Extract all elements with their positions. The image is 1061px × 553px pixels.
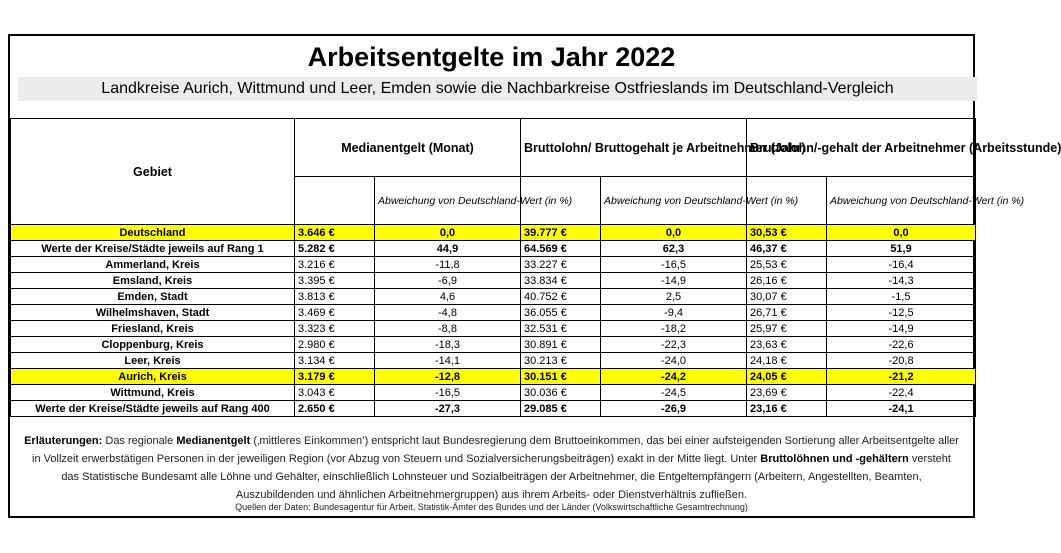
cell-gross-hour: 24,05 € bbox=[747, 369, 827, 385]
row-name: Friesland, Kreis bbox=[11, 321, 295, 337]
cell-gross-hour-deviation: -22,6 bbox=[827, 337, 976, 353]
cell-median-deviation: 0,0 bbox=[375, 225, 521, 241]
notes-text: (‚mittleres Einkommen’) entspricht laut Bundesregierung dem Bruttoeinkommen, das bei einer aufsteigenden Sortierung aller Arbeitsentgelte aller in Vollzeit erwerbstätigen Personen in der jeweiligen Region (vor Abzug von Steuern und Sozialversicherungsbeiträgen) exakt in der Mitte liegt. Unter bbox=[32, 435, 959, 465]
cell-median: 2.980 € bbox=[295, 337, 375, 353]
cell-gross-year-deviation: -24,2 bbox=[601, 369, 747, 385]
subheader-blank bbox=[295, 177, 375, 225]
cell-gross-hour: 30,07 € bbox=[747, 289, 827, 305]
header-gross-hour: Bruttolohn/-gehalt der Arbeitnehmer (Arbeitsstunde) bbox=[747, 119, 976, 177]
table-header-row bbox=[11, 119, 976, 177]
table-row bbox=[11, 273, 976, 289]
cell-gross-hour: 25,97 € bbox=[747, 321, 827, 337]
cell-gross-hour: 23,69 € bbox=[747, 385, 827, 401]
cell-gross-hour-deviation: -16,4 bbox=[827, 257, 976, 273]
subheader-deviation: Abweichung von Deutschland-Wert (in %) bbox=[375, 177, 521, 225]
cell-median-deviation: -27,3 bbox=[375, 401, 521, 417]
cell-median-deviation: -12,8 bbox=[375, 369, 521, 385]
cell-gross-year-deviation: -24,0 bbox=[601, 353, 747, 369]
row-name: Emden, Stadt bbox=[11, 289, 295, 305]
table-row bbox=[11, 369, 976, 385]
cell-gross-hour-deviation: -14,9 bbox=[827, 321, 976, 337]
cell-median-deviation: 4,6 bbox=[375, 289, 521, 305]
cell-median: 2.650 € bbox=[295, 401, 375, 417]
infographic-frame bbox=[8, 34, 1061, 518]
row-name: Werte der Kreise/Städte jeweils auf Rang 400 bbox=[11, 401, 295, 417]
notes-text: Das regionale bbox=[102, 435, 177, 447]
row-name: Wittmund, Kreis bbox=[11, 385, 295, 401]
cell-gross-hour-deviation: 0,0 bbox=[827, 225, 976, 241]
cell-median: 3.469 € bbox=[295, 305, 375, 321]
table-row bbox=[11, 321, 976, 337]
row-name: Aurich, Kreis bbox=[11, 369, 295, 385]
cell-gross-year: 30.036 € bbox=[521, 385, 601, 401]
cell-gross-hour-deviation: -12,5 bbox=[827, 305, 976, 321]
header-area: Gebiet bbox=[11, 119, 295, 225]
notes-term-median: Medianentgelt bbox=[176, 435, 251, 447]
subheader-deviation: Abweichung von Deutschland-Wert (in %) bbox=[601, 177, 747, 225]
cell-gross-year: 30.151 € bbox=[521, 369, 601, 385]
cell-gross-year-deviation: -16,5 bbox=[601, 257, 747, 273]
wage-table bbox=[10, 118, 1061, 417]
cell-gross-year-deviation: 0,0 bbox=[601, 225, 747, 241]
cell-gross-hour: 24,18 € bbox=[747, 353, 827, 369]
cell-gross-hour: 25,53 € bbox=[747, 257, 827, 273]
cell-gross-hour-deviation: -14,3 bbox=[827, 273, 976, 289]
cell-median-deviation: -6,9 bbox=[375, 273, 521, 289]
cell-gross-hour-deviation: -20,8 bbox=[827, 353, 976, 369]
cell-gross-hour-deviation: 51,9 bbox=[827, 241, 976, 257]
cell-gross-year: 29.085 € bbox=[521, 401, 601, 417]
row-name: Cloppenburg, Kreis bbox=[11, 337, 295, 353]
cell-median: 5.282 € bbox=[295, 241, 375, 257]
subheader-deviation: Abweichung von Deutschland-Wert (in %) bbox=[827, 177, 976, 225]
row-name: Ammerland, Kreis bbox=[11, 257, 295, 273]
row-name: Leer, Kreis bbox=[11, 353, 295, 369]
cell-median: 3.216 € bbox=[295, 257, 375, 273]
row-name: Werte der Kreise/Städte jeweils auf Rang 1 bbox=[11, 241, 295, 257]
cell-gross-hour: 26,71 € bbox=[747, 305, 827, 321]
cell-gross-year-deviation: -22,3 bbox=[601, 337, 747, 353]
cell-gross-hour-deviation: -22,4 bbox=[827, 385, 976, 401]
cell-median: 3.043 € bbox=[295, 385, 375, 401]
cell-gross-year: 30.213 € bbox=[521, 353, 601, 369]
cell-gross-year: 33.227 € bbox=[521, 257, 601, 273]
cell-gross-year-deviation: 62,3 bbox=[601, 241, 747, 257]
table-row bbox=[11, 241, 976, 257]
table-row bbox=[11, 337, 976, 353]
cell-median-deviation: -14,1 bbox=[375, 353, 521, 369]
cell-gross-year: 40.752 € bbox=[521, 289, 601, 305]
row-name: Wilhelmshaven, Stadt bbox=[11, 305, 295, 321]
cell-gross-year-deviation: -18,2 bbox=[601, 321, 747, 337]
cell-gross-hour: 30,53 € bbox=[747, 225, 827, 241]
cell-gross-year-deviation: -9,4 bbox=[601, 305, 747, 321]
cell-median-deviation: -16,5 bbox=[375, 385, 521, 401]
table-row bbox=[11, 305, 976, 321]
table-row bbox=[11, 289, 976, 305]
notes-term-gross: Bruttolöhnen und -gehältern bbox=[760, 453, 909, 465]
row-name: Emsland, Kreis bbox=[11, 273, 295, 289]
cell-median: 3.813 € bbox=[295, 289, 375, 305]
page-subtitle: Landkreise Aurich, Wittmund und Leer, Emden sowie die Nachbarkreise Ostfrieslands im Deutschland-Vergleich bbox=[18, 77, 977, 101]
cell-gross-year: 33.834 € bbox=[521, 273, 601, 289]
cell-median: 3.134 € bbox=[295, 353, 375, 369]
cell-gross-year-deviation: -14,9 bbox=[601, 273, 747, 289]
cell-gross-hour-deviation: -1,5 bbox=[827, 289, 976, 305]
cell-gross-year: 36.055 € bbox=[521, 305, 601, 321]
cell-gross-hour-deviation: -21,2 bbox=[827, 369, 976, 385]
cell-gross-year: 64.569 € bbox=[521, 241, 601, 257]
cell-median-deviation: -4,8 bbox=[375, 305, 521, 321]
cell-gross-hour: 46,37 € bbox=[747, 241, 827, 257]
cell-median-deviation: -8,8 bbox=[375, 321, 521, 337]
notes-label: Erläuterungen: bbox=[24, 435, 103, 447]
table-row bbox=[11, 257, 976, 273]
cell-median: 3.323 € bbox=[295, 321, 375, 337]
cell-median-deviation: -18,3 bbox=[375, 337, 521, 353]
row-name: Deutschland bbox=[11, 225, 295, 241]
table-row bbox=[11, 225, 976, 241]
cell-median: 3.179 € bbox=[295, 369, 375, 385]
table-row bbox=[11, 353, 976, 369]
cell-gross-hour: 23,63 € bbox=[747, 337, 827, 353]
cell-gross-year: 30.891 € bbox=[521, 337, 601, 353]
cell-gross-year-deviation: -26,9 bbox=[601, 401, 747, 417]
cell-median: 3.395 € bbox=[295, 273, 375, 289]
cell-gross-year: 32.531 € bbox=[521, 321, 601, 337]
cell-gross-hour: 23,16 € bbox=[747, 401, 827, 417]
page-title: Arbeitsentgelte im Jahr 2022 bbox=[307, 42, 676, 72]
cell-median: 3.646 € bbox=[295, 225, 375, 241]
notes-text: versteht das Statistische Bundesamt alle Löhne und Gehälter, einschließlich Lohnsteuer und Sozialbeiträgen der Arbeitnehmer, die Entgeltempfängern (Arbeitern, Angestellten, Beamten, Auszubildenden und ähnlichen Arbeitnehmergruppen) aus ihrem Arbeits- oder Dienstverhältnis zufließen. bbox=[61, 453, 951, 501]
cell-median-deviation: 44,9 bbox=[375, 241, 521, 257]
cell-gross-year: 39.777 € bbox=[521, 225, 601, 241]
cell-median-deviation: -11,8 bbox=[375, 257, 521, 273]
header-median: Medianentgelt (Monat) bbox=[295, 119, 521, 177]
cell-gross-hour: 26,16 € bbox=[747, 273, 827, 289]
sources-line: Quellen der Daten: Bundesagentur für Arbeit, Statistik-Ämter des Bundes und der Länder (Volkswirtschaftliche Gesamtrechnung) bbox=[235, 502, 748, 512]
cell-gross-year-deviation: -24,5 bbox=[601, 385, 747, 401]
table-row bbox=[11, 401, 976, 417]
explanations bbox=[10, 432, 973, 504]
header-gross-year: Bruttolohn/ Bruttogehalt je Arbeitnehmer (Jahr) bbox=[521, 119, 747, 177]
cell-gross-year-deviation: 2,5 bbox=[601, 289, 747, 305]
table-row bbox=[11, 385, 976, 401]
cell-gross-hour-deviation: -24,1 bbox=[827, 401, 976, 417]
